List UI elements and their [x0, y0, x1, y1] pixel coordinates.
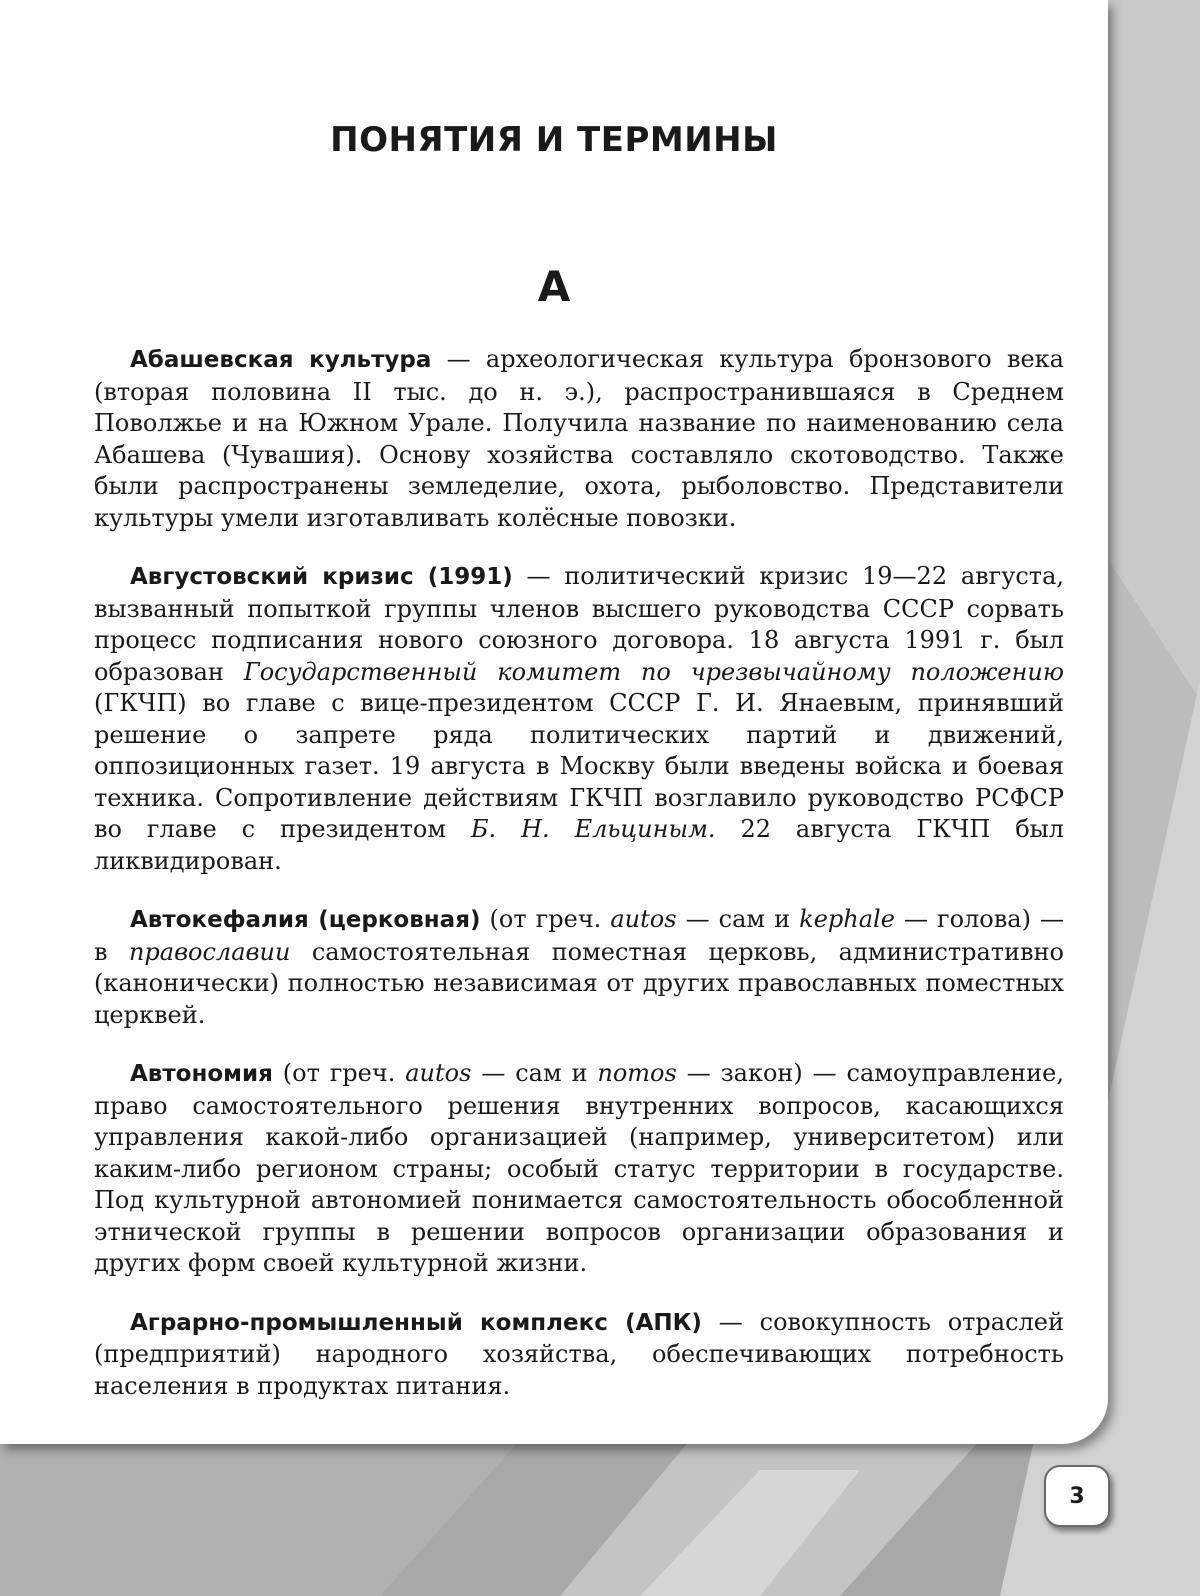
- definition-text: (от греч.: [272, 1059, 406, 1087]
- section-letter: А: [537, 262, 571, 311]
- glossary-entry: [94, 904, 1064, 1031]
- glossary-entry: [94, 561, 1064, 877]
- page-number-badge: [1044, 1465, 1110, 1527]
- definition-text: — археологическая культура бронзового века (вторая половина II тыс. до н. э.), распространившаяся в Среднем Поволжье и на Южном Урале. Получила название по наименованию села Абашева (Чувашия). Основу хозяйства составляло скотоводство. Также были распространены земледелие, охота, рыболовство. Представители культуры умели изготавливать колёсные повозки.: [94, 345, 1064, 532]
- definition-text: — закон) — самоуправление, право самостоятельного решения внутренних вопросов, касающихся управления какой-либо организацией (например, университетом) или каким-либо регионом страны; особый статус территории в государстве. Под культурной автономией понимается самостоятельность обособленной этнической группы в решении вопросов организации образования и других форм своей культурной жизни.: [94, 1059, 1064, 1277]
- italic-text: kephale: [799, 905, 895, 933]
- glossary-entry: [94, 344, 1064, 534]
- definition-text: 22 августа ГКЧП был ликвидирован.: [94, 815, 1065, 875]
- italic-text: nomos: [597, 1059, 677, 1087]
- italic-text: православии: [128, 937, 291, 966]
- italic-text: autos: [610, 905, 677, 933]
- italic-text: Б. Н. Ельциным.: [470, 815, 716, 843]
- glossary-term: Автономия: [130, 1061, 273, 1087]
- definition-text: — политический кризис 19—22 августа, вызванный попыткой группы членов высшего руководства СССР сорвать процесс подписания нового союзного договора. 18 августа 1991 г. был образован: [94, 562, 1065, 686]
- definition-text: — голова) — в: [94, 905, 1064, 966]
- definition-text: (ГКЧП) во главе с вице-президентом СССР Г. И. Янаевым, принявший решение о запрете ряда политических партий и движений, оппозиционных газет. 19 августа в Москву были введены войска и боевая техника. Сопротивление действиям ГКЧП возглавило руководство РСФСР во главе с президентом: [94, 689, 1064, 843]
- page-number: 3: [1069, 1483, 1085, 1509]
- glossary-term: Августовский кризис (1991): [130, 564, 513, 590]
- definition-text: — совокупность отраслей (предприятий) народного хозяйства, обеспечивающих потребность населения в продуктах питания.: [94, 1307, 1064, 1400]
- glossary-term: Автокефалия (церковная): [130, 907, 481, 933]
- glossary-entry: [94, 1058, 1064, 1280]
- definition-text: — сам и: [471, 1059, 598, 1087]
- glossary-entries: [94, 344, 1064, 1429]
- page-title: ПОНЯТИЯ И ТЕРМИНЫ: [330, 120, 778, 160]
- definition-text: — сам и: [676, 905, 800, 933]
- italic-text: Государственный комитет по чрезвычайному положению: [243, 657, 1064, 686]
- definition-text: (от греч.: [480, 905, 611, 933]
- italic-text: autos: [405, 1059, 472, 1087]
- glossary-term: Абашевская культура: [130, 347, 432, 373]
- glossary-entry: [94, 1307, 1064, 1403]
- glossary-term: Аграрно-промышленный комплекс (АПК): [130, 1309, 702, 1336]
- definition-text: самостоятельная поместная церковь, административно (канонически) полностью независимая от других православных поместных церквей.: [94, 937, 1064, 1029]
